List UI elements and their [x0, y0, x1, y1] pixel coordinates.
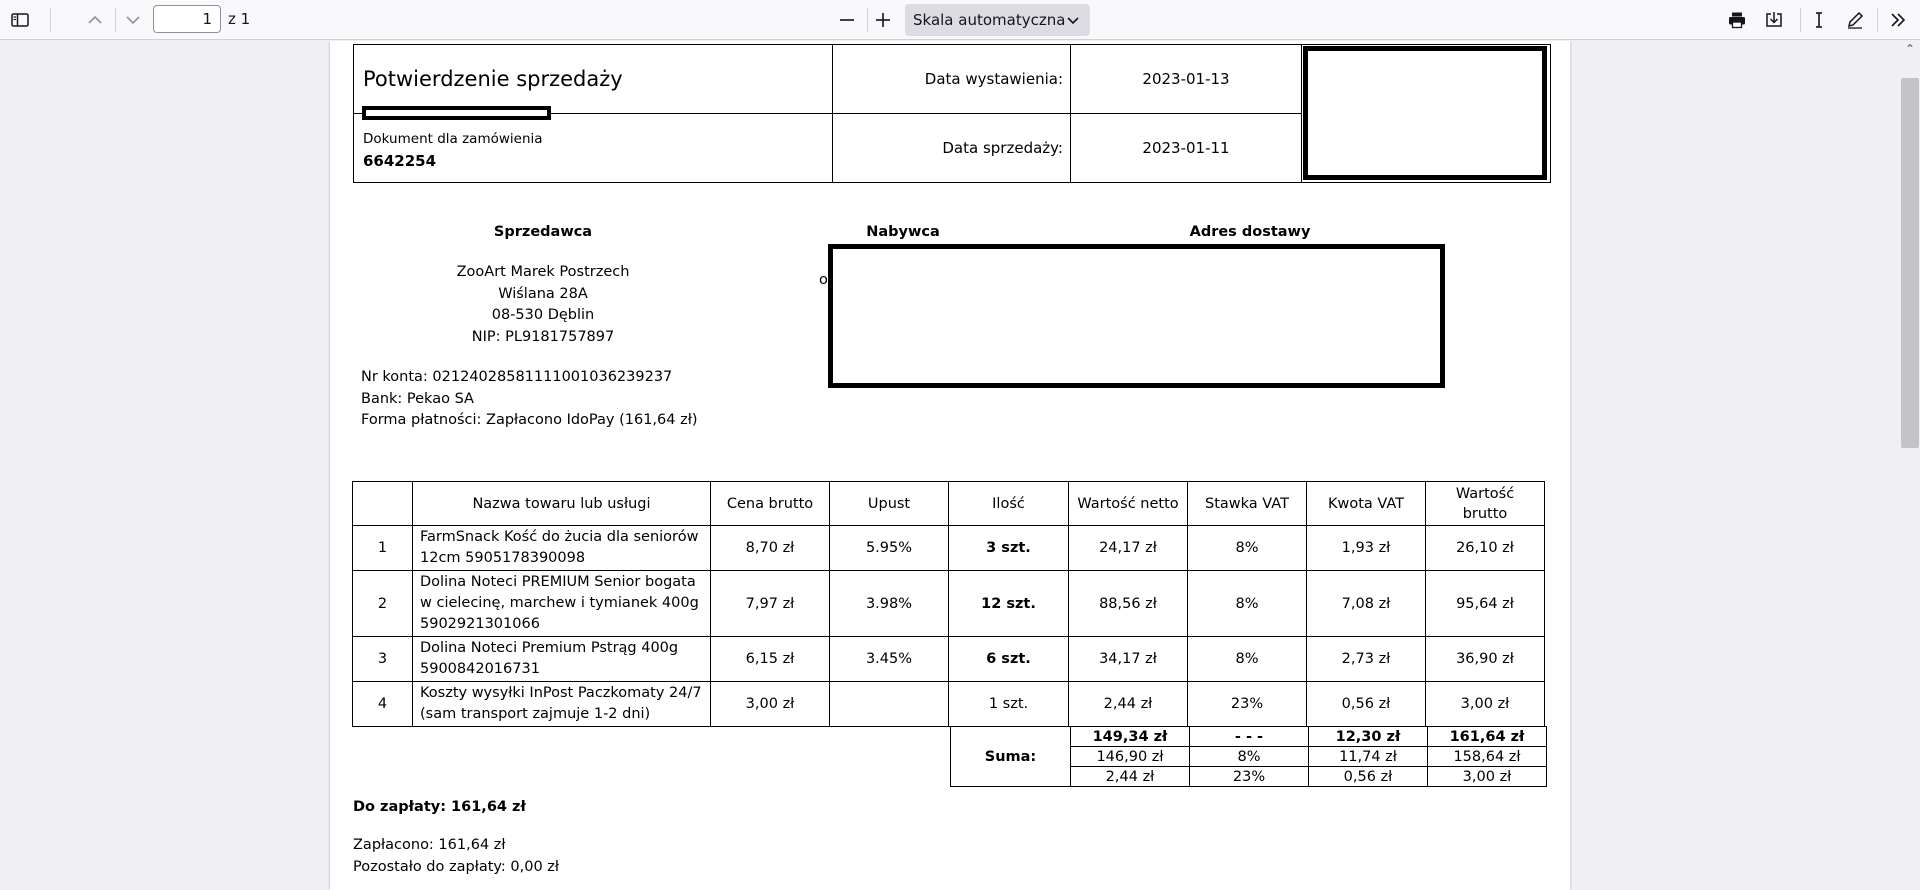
item-gross: 3,00 zł [1426, 682, 1545, 727]
item-name: FarmSnack Kość do żucia dla seniorów 12cm 5905178390098 [413, 526, 711, 571]
seller-header: Sprzedawca [493, 224, 593, 240]
item-number: 4 [353, 682, 413, 727]
order-number: 6642254 [363, 152, 437, 170]
sum-label: Suma: [951, 727, 1071, 787]
item-discount [830, 682, 949, 727]
item-gross: 95,64 zł [1426, 571, 1545, 637]
seller-street: Wiślana 28A [498, 285, 588, 302]
sale-date-label: Data sprzedaży: [833, 114, 1071, 183]
item-vat: 0,56 zł [1307, 682, 1426, 727]
seller-address [393, 262, 693, 348]
download-icon [1764, 10, 1784, 30]
item-price: 8,70 zł [711, 526, 830, 571]
sum-gross: 161,64 zł [1428, 727, 1547, 747]
chevron-down-icon [1066, 13, 1080, 27]
seller-nip: NIP: PL9181757897 [471, 328, 615, 345]
issue-date-label: Data wystawienia: [833, 45, 1071, 114]
plus-icon [873, 10, 893, 30]
item-net: 2,44 zł [1069, 682, 1188, 727]
item-net: 34,17 zł [1069, 637, 1188, 682]
item-vat: 7,08 zł [1307, 571, 1426, 637]
item-number: 3 [353, 637, 413, 682]
zoom-in-button[interactable] [868, 5, 898, 35]
item-vat: 2,73 zł [1307, 637, 1426, 682]
document-title: Potwierdzenie sprzedaży [363, 67, 623, 91]
item-number: 2 [353, 571, 413, 637]
item-name: Dolina Noteci PREMIUM Senior bogata w cielecinę, marchew i tymianek 400g 5902921301066 [413, 571, 711, 637]
column-header: Stawka VAT [1188, 482, 1307, 526]
table-row [353, 526, 1545, 571]
sidebar-icon [10, 10, 30, 30]
sum-net: 2,44 zł [1071, 767, 1190, 787]
column-header: Cena brutto [711, 482, 830, 526]
sum-table [950, 726, 1547, 787]
table-row [353, 637, 1545, 682]
column-header [353, 482, 413, 526]
issue-date: 2023-01-13 [1071, 45, 1302, 114]
sum-vat: 12,30 zł [1309, 727, 1428, 747]
payment-info [361, 367, 697, 432]
column-header: Upust [830, 482, 949, 526]
item-gross: 26,10 zł [1426, 526, 1545, 571]
next-page-button[interactable] [118, 5, 148, 35]
column-header: Ilość [949, 482, 1069, 526]
page-number-input[interactable]: 1 [153, 5, 221, 33]
amount-paid: Zapłacono: 161,64 zł [353, 837, 506, 853]
seller-name: ZooArt Marek Postrzech [456, 264, 630, 280]
sum-rate: - - - [1190, 727, 1309, 747]
chevron-up-icon [85, 10, 105, 30]
pdf-toolbar [0, 0, 1920, 40]
draw-tool-button[interactable] [1840, 5, 1870, 35]
item-discount: 5.95% [830, 526, 949, 571]
buyer-text-fragment: o [819, 272, 828, 288]
item-discount: 3.98% [830, 571, 949, 637]
redacted-area [1303, 46, 1547, 180]
text-tool-button[interactable] [1804, 5, 1834, 35]
items-table [352, 481, 1545, 727]
item-net: 24,17 zł [1069, 526, 1188, 571]
chevron-down-icon [123, 10, 143, 30]
item-vat: 1,93 zł [1307, 526, 1426, 571]
minus-icon [837, 10, 857, 30]
zoom-out-button[interactable] [832, 5, 862, 35]
document-header-table [353, 44, 1551, 183]
order-cell [354, 114, 833, 183]
sum-net: 149,34 zł [1071, 727, 1190, 747]
document-viewer[interactable] [0, 41, 1920, 890]
table-row [353, 571, 1545, 637]
text-cursor-icon [1809, 10, 1829, 30]
zoom-select[interactable] [905, 4, 1090, 36]
sum-row [951, 727, 1547, 747]
item-vat-rate: 8% [1188, 571, 1307, 637]
column-header: Wartość brutto [1426, 482, 1545, 526]
item-name: Dolina Noteci Premium Pstrąg 400g 5900842016731 [413, 637, 711, 682]
bank-name: Bank: Pekao SA [361, 390, 474, 407]
print-icon [1727, 10, 1747, 30]
table-header-row [353, 482, 1545, 526]
save-button[interactable] [1759, 5, 1789, 35]
item-price: 7,97 zł [711, 571, 830, 637]
column-header: Wartość netto [1069, 482, 1188, 526]
payment-method: Forma płatności: Zapłacono IdoPay (161,64 zł) [361, 412, 698, 428]
previous-page-button[interactable] [80, 5, 110, 35]
scroll-up-arrow[interactable]: ⌃ [1904, 42, 1916, 56]
print-button[interactable] [1722, 5, 1752, 35]
sum-vat: 0,56 zł [1309, 767, 1428, 787]
item-quantity: 6 szt. [949, 637, 1069, 682]
item-net: 88,56 zł [1069, 571, 1188, 637]
redacted-area [362, 106, 551, 120]
document-title-cell [354, 45, 833, 114]
table-row [353, 682, 1545, 727]
item-quantity: 3 szt. [949, 526, 1069, 571]
tools-menu-button[interactable] [1883, 5, 1913, 35]
sum-gross: 3,00 zł [1428, 767, 1547, 787]
sum-rate: 23% [1190, 767, 1309, 787]
item-gross: 36,90 zł [1426, 637, 1545, 682]
item-price: 6,15 zł [711, 637, 830, 682]
item-vat-rate: 8% [1188, 637, 1307, 682]
sidebar-toggle-button[interactable] [5, 5, 35, 35]
item-discount: 3.45% [830, 637, 949, 682]
item-name: Koszty wysyłki InPost Paczkomaty 24/7 (sam transport zajmuje 1-2 dni) [413, 682, 711, 727]
amount-remaining: Pozostało do zapłaty: 0,00 zł [353, 859, 560, 875]
item-vat-rate: 23% [1188, 682, 1307, 727]
pen-icon [1845, 10, 1865, 30]
scrollbar-thumb[interactable] [1901, 78, 1919, 448]
sum-gross: 158,64 zł [1428, 747, 1547, 767]
pdf-page [330, 41, 1570, 890]
sum-rate: 8% [1190, 747, 1309, 767]
buyer-header: Nabywca [866, 224, 940, 240]
sum-vat: 11,74 zł [1309, 747, 1428, 767]
page-count: z 1 [228, 10, 251, 28]
zoom-select-value: Skala automatyczna [913, 11, 1066, 29]
delivery-header: Adres dostawy [1189, 224, 1311, 240]
sum-net: 146,90 zł [1071, 747, 1190, 767]
account-number: Nr konta: 02124028581111001036239237 [361, 369, 673, 385]
sale-date: 2023-01-11 [1071, 114, 1302, 183]
double-chevron-right-icon [1888, 10, 1908, 30]
column-header: Kwota VAT [1307, 482, 1426, 526]
item-vat-rate: 8% [1188, 526, 1307, 571]
logo-cell [1302, 45, 1551, 183]
order-label: Dokument dla zamówienia [363, 131, 543, 147]
amount-due: Do zapłaty: 161,64 zł [353, 799, 526, 815]
item-number: 1 [353, 526, 413, 571]
redacted-area [828, 244, 1445, 388]
item-price: 3,00 zł [711, 682, 830, 727]
item-quantity: 12 szt. [949, 571, 1069, 637]
item-quantity: 1 szt. [949, 682, 1069, 727]
column-header: Nazwa towaru lub usługi [413, 482, 711, 526]
seller-city: 08-530 Dęblin [491, 307, 595, 323]
